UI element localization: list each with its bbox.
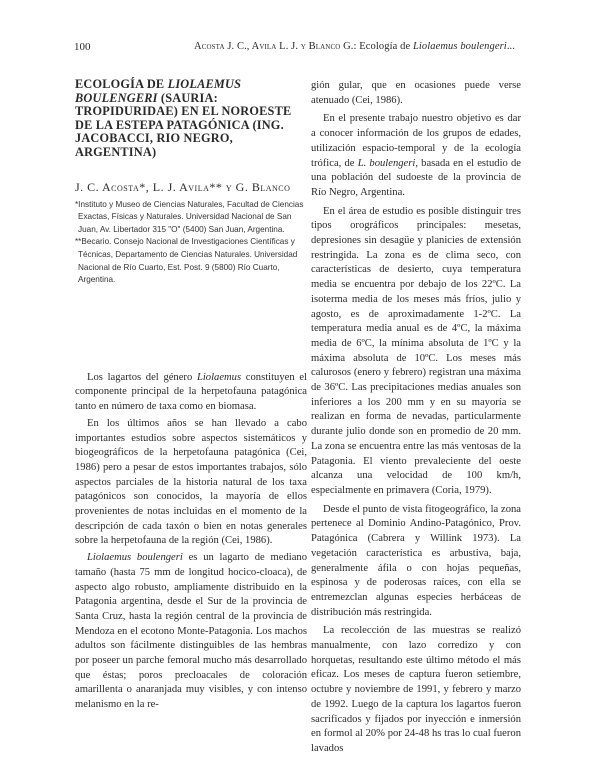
- left-column: [75, 78, 307, 713]
- affiliation-2: **Becario. Consejo Nacional de Investigaciones Científicas y Técnicas, Departamento de Ciencias Naturales. Universidad Nacional de Río Cuarto, Est. Post. 9 (5800) Río Cuarto, Argentina.: [75, 237, 298, 285]
- right-column: [311, 79, 521, 757]
- affiliation-1: *Instituto y Museo de Ciencias Naturales, Facultad de Ciencias Exactas, Físicas y Naturales. Universidad Nacional de San Juan, Av. Libertador 315 "O" (5400) San Juan, Argentina.: [75, 199, 304, 234]
- paragraph: Desde el punto de vista fitogeográfico, la zona pertenece al Dominio Andino-Patagónico, Prov. Patagónica (Cabrera y Willink 1973). La vegetación característica es arbustiva, baja, generalmente áfila o con hojas pequeñas, espinosa y de poderosas raíces, con ella se entremezclan algunas especies herbáceas de distribución más restringida.: [311, 503, 521, 618]
- paragraph: En los últimos años se han llevado a cabo importantes estudios sobre aspectos sistemáticos y biogeográficos de la herpetofauna patagónica (Cei, 1986) pero a pesar de estos importantes trabajos, sólo aspectos parciales de la historia natural de los taxa patagónicos son conocidos, la mayoría de ellos provenientes de notas incluidas en el momento de la descripción de cada taxón o bien en notas generales sobre la herpetofauna de la región (Cei, 1986).: [75, 417, 307, 547]
- paragraph: gión gular, que en ocasiones puede verse atenuado (Cei, 1986).: [311, 80, 521, 106]
- paragraph: [75, 371, 307, 415]
- running-head-authors: Acosta J. C., Avila L. J. y Blanco G.:: [194, 41, 357, 52]
- article-title: [75, 78, 307, 160]
- text-run: En el presente trabajo nuestro objetivo es dar a conocer información de los grupos de edades, utilización espacio-temporal y de la ecología trófica, de: [311, 113, 521, 169]
- left-body-text: [75, 371, 307, 713]
- running-head-ellipsis: ...: [506, 41, 515, 52]
- genus-name: Liolaemus: [196, 371, 242, 383]
- title-species: LIOLAEMUS BOULENGERI: [75, 77, 242, 105]
- text-run: , basada en el estudio de una población del sudoeste de la provincia de Río Negro, Argentina.: [311, 157, 522, 198]
- text-run: Los lagartos del género: [87, 371, 197, 383]
- paragraph: La recolección de las muestras se realizó manualmente, con lazo corredizo y con horquetas, resultando este último método el más eficaz. Los meses de captura fueron setiembre, octubre y noviembre de 1991, y febrero y marzo de 1992. Luego de la captura los lagartos fueron sacrificados y fijados por inyección e inmersión en formol al 20% por 24-48 hs tras lo cual fueron lavados: [311, 625, 521, 754]
- paragraph: [75, 551, 307, 713]
- author-list: J. C. Acosta*, L. J. Avila** y G. Blanco: [75, 179, 291, 194]
- text-run: es un lagarto de mediano tamaño (hasta 75 mm de longitud hocico-cloaca), de aspecto algo robusto, ampliamente distribuido en la Patagonia argentina, desde el Sur de la provincia de Santa Cruz, hasta la región central de la provincia de Mendoza en el ecotono Monte-Patagonia. Los machos adultos son fácilmente distinguibles de las hembras por poseer un parche femoral mucho más desarrollado que éstas; poros precloacales de coloración amarillenta o anaranjada muy visibles, y con intenso melanismo en la re-: [75, 552, 307, 711]
- running-head-title-prefix: Ecología de: [356, 41, 413, 52]
- running-head-species: Liolaemus boulengeri: [412, 41, 507, 52]
- paragraph: [311, 112, 521, 200]
- species-name: L. boulengeri: [357, 157, 416, 169]
- title-rest: (SAURIA: TROPIDURIDAE) EN EL NOROESTE DE LA ESTEPA PATAGÓNICA (ING. JACOBACCI, RIO NEGRO, ARGENTINA): [75, 90, 292, 159]
- running-head: [194, 41, 515, 52]
- text-run: constituyen el componente principal de la herpetofauna patagónica tanto en número de taxa como en biomasa.: [75, 371, 307, 413]
- affiliations: [75, 199, 307, 287]
- page-number: 100: [74, 41, 91, 53]
- title-prefix: ECOLOGÍA DE: [75, 77, 168, 91]
- species-name: Liolaemus boulengeri: [87, 552, 183, 564]
- paragraph: En el área de estudio es posible distinguir tres tipos orográficos principales: mesetas, depresiones sin desagüe y planicies de extensión restringida. La zona es de clima seco, con características de desierto, cuya temperatura media se encuentra por debajo de los 22ºC. La isoterma media de los meses más fríos, julio y agosto, es de aproximadamente 1-2ºC. La temperatura media anual es de 4ºC, la máxima media de 6ºC, la mínima absoluta de 1ºC y la máxima absoluta de 10ºC. Los meses más calurosos (enero y febrero) registran una máxima de 36ºC. Las precipitaciones medias anuales son inferiores a los 200 mm y en su mayoría se realizan en forma de nevadas, particularmente durante julio donde son en promedio de 20 mm. La zona se encuentra entre las más ventosas de la Patagonia. El viento prevaleciente del oeste alcanza una velocidad de 100 km/h, especialmente en primavera (Coria, 1979).: [311, 205, 521, 496]
